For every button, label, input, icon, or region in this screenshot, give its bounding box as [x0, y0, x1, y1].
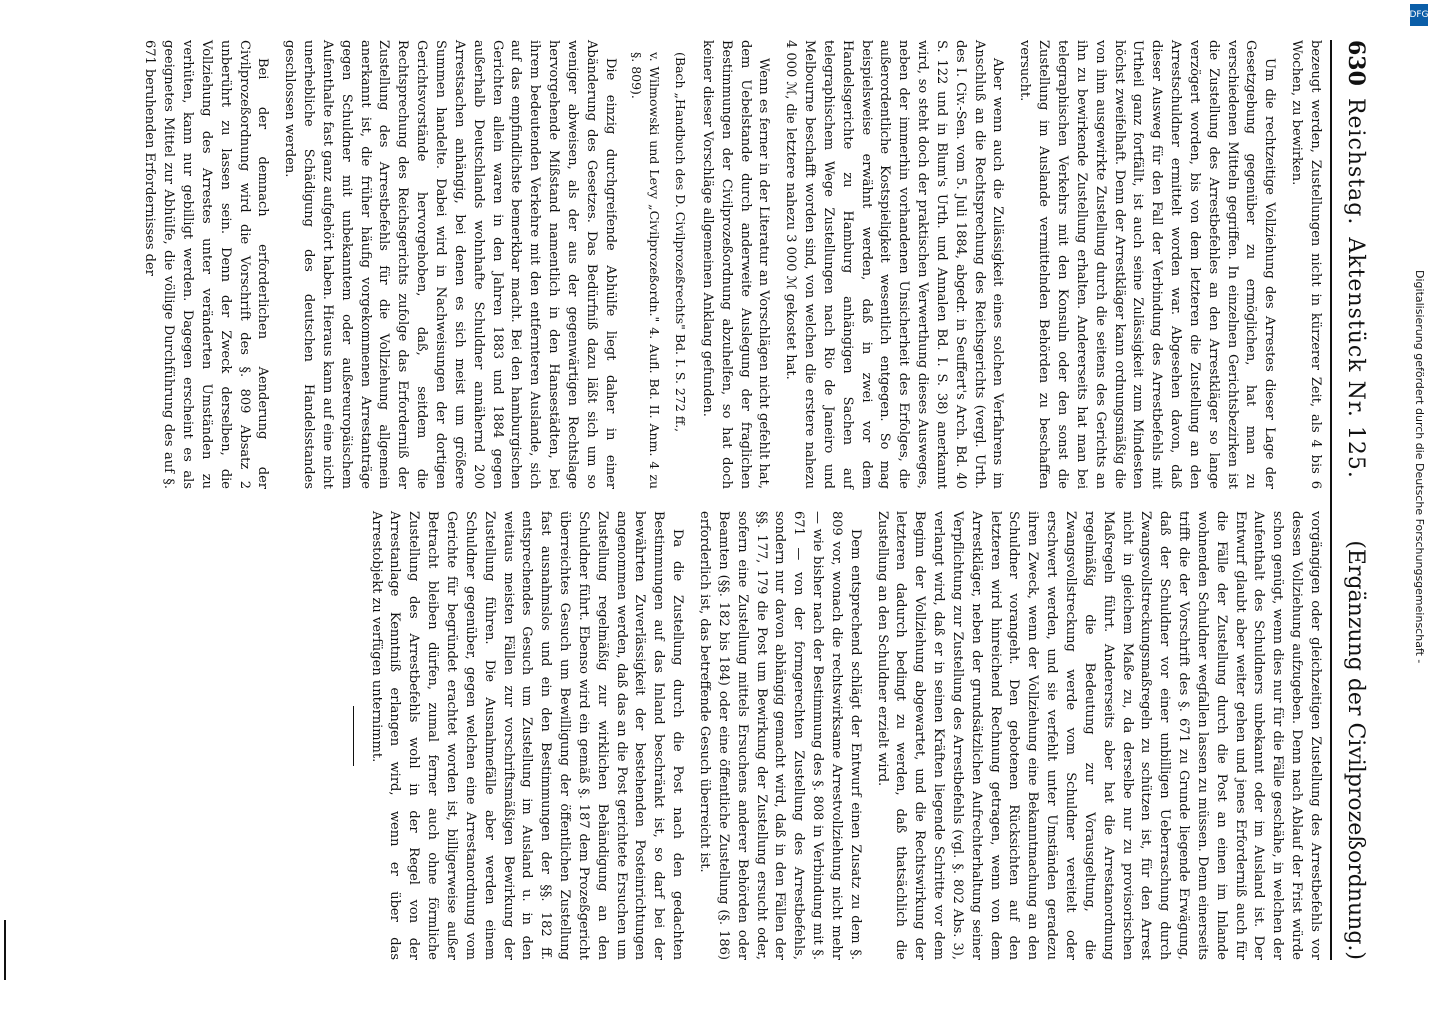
text-columns [140, 40, 1324, 960]
page-number: 630 [1343, 40, 1369, 86]
section-end-rule [353, 706, 354, 766]
dfg-badge: DFG [1410, 4, 1428, 26]
digitization-spine [1410, 270, 1430, 1010]
right-paragraph-2: Dem entsprechend schlägt der Entwurf einen Zusatz zu dem §. 809 vor, wonach die rechtswirksame Arrestvollziehung nicht mehr — wie bisher nach der Bestimmung des §. 808 in Verbindung mit §. 671 — von der formgerechten Zustellung des Arrestbefehls, sondern nur davon abhängig gemacht wird, daß in den Fällen der §§. 177, 179 die Post um Bewirkung der Zustellung ersucht oder, sofern eine Zustellung mittels Ersuchens anderer Behörden oder Beamten (§§. 182 bis 184) oder eine öffentliche Zustellung (§. 186) erforderlich ist, das betreffende Gesuch überreicht ist. [697, 511, 863, 960]
left-paragraph-4: Wenn es ferner in der Literatur an Vorschlägen nicht gefehlt hat, dem Uebelstande durch anderweite Auslegung der fraglichen Bestimmungen der Civilprozeßordnung abzuhelfen, so hat doch keiner dieser Vorschläge allgemeinen Anklang gefunden. [699, 40, 772, 489]
citation-2: v. Wilmowski und Levy „Civilprozeßordn." 4. Aufl. Bd. II. Anm. 4 zu §. 809). [628, 52, 662, 489]
edge-mark [4, 920, 6, 980]
right-paragraph-1: vorgängigen oder gleichzeitigen Zustellung des Arrestbefehls vor dessen Vollziehung aufzugeben. Denn nach Ablauf der Frist würde schon genügt, wenn dies nur für die Fälle geschähe, in welchen der Aufenthalt des Schuldners unbekannt oder im Ausland ist. Der Entwurf glaubt aber weiter gehen und jenes Erforderniß auch für die Fälle der Zustellung durch die Post an einen im Inlande wohnenden Schuldner wegfallen lassen zu müssen. Denn einerseits trifft die der Vorschrift des §. 671 zu Grunde liegende Erwägung, daß der Schuldner vor einer unbilligen Ueberraschung durch Zwangsvollstreckungsmaßregeln zu schützen ist, für den Arrest nicht in gleichem Maße zu, da derselbe nur zu provisorischen Maßregeln führt. Andererseits aber hat die Arrestanordnung regelmäßig die Bedeutung zur Vorausgeltung, die Zwangsvollstreckung werde vom Schuldner vereitelt oder erschwert werden, und sie verfehlt unter Umständen geradezu ihren Zweck, wenn der Vollziehung eine Bekanntmachung an den Schuldner vorangeht. Den gebotenen Rücksichten auf den letzteren wird hinreichend Rechnung getragen, wenn von dem Arrestkläger, neben der grundsätzlichen Aufrechterhaltung seiner Verpflichtung zur Zustellung des Arrestbefehls (vgl. §. 802 Abs. 3), verlangt wird, daß er in seinen Kräften liegende Schritte vor dem Beginn der Vollziehung abgewartet, und die Rechtswirkung der letzteren dadurch bedingt zu werden, daß thatsächlich die Zustellung an den Schuldner erzielt wird. [874, 511, 1323, 960]
citation-1: (Bach „Handbuch des D. Civilprozeßrechts" Bd. I. S. 272 ff., [673, 52, 688, 433]
left-paragraph-3: Aber wenn auch die Zulässigkeit eines solchen Verfahrens im Anschluß an die Rechtsprechung des Reichsgerichts (vergl. Urth. des I. Civ.-Sen. vom 5. Juli 1884, abgedr. in Seuffert's Arch. Bd. 40 S. 122 und in Blum's Urth. und Annalen Bd. I. S. 38) anerkannt wird, so steht doch der praktischen Verwerthung dieses Ausweges, neben der immerhin vorhandenen Unsicherheit des Erfolges, die außerordentliche Kostspieligkeit wesentlich entgegen. So mag beispielsweise erwähnt werden, daß in zwei vor dem Handelsgerichte zu Hamburg anhängigen Sachen auf telegraphischem Wege Zustellungen nach Rio de Janeiro und Melbourne beschafft worden sind, von welchen die erstere nahezu 4 000 ℳ, die letztere nahezu 3 000 ℳ gekostet hat. [783, 40, 1006, 489]
document-number: Aktenstück Nr. 125. [1343, 237, 1369, 479]
digitization-note: Digitalisierung gefördert durch die Deutsche Forschungsgemeinschaft - [1413, 270, 1427, 664]
left-paragraph-6: Bei der demnach erforderlichen Aenderung der Civilprozeßordnung wird die Vorschrift des §. 809 Absatz 2 unberührt zu lassen sein. Denn der Zweck derselben, die Vollziehung des Arrestes unter veränderten Umständen zu verhüten, kann nur gebilligt werden. Dagegen erscheint es als geeignetes Mittel zur Abhülfe, die völlige Durchführung des auf §. 671 beruhenden Erfordernisses der [142, 40, 271, 489]
header-title: Reichstag. [1343, 97, 1369, 226]
right-column [140, 511, 1324, 960]
left-column [140, 40, 1324, 489]
header-subject: (Ergänzung der Civilprozeßordnung.) [1343, 540, 1369, 960]
page-header [1336, 40, 1376, 960]
left-paragraph-5: Die einzig durchgreifende Abhülfe liegt daher in einer Abänderung des Gesetzes. Das Bedürfniß dazu läßt sich um so weniger abweisen, als der aus der gegenwärtigen Rechtslage hervorgehende Mißstand namentlich in den Hansestädten, bei ihrem bedeutenden Verkehre mit den entfernteren Auslande, sich auf das empfindlichste bemerkbar macht. Bei den hamburgischen Gerichten allein waren in den Jahren 1883 und 1884 gegen außerhalb Deutschlands wohnhafte Schuldner annähernd 200 Arrestsachen anhängig, bei denen es sich meist um größere Summen handelte. Dabei wird in Nachweisungen der dortigen Gerichtsvorstände hervorgehoben, daß, seitdem die Rechtsprechung des Reichsgerichts zufolge das Erforderniß der Zustellung des Arrestbefehls für die Vollziehung allgemein anerkannt ist, die früher häufig vorgekommenen Arrestanträge gegen Schuldner mit unbekanntem oder außereuropäischem Aufenthalte fast ganz aufgehört haben. Hieraus kann auf eine nicht unerhebliche Schädigung des deutschen Handelsstandes geschlossen werden. [282, 40, 618, 489]
right-paragraph-3: Da die Zustellung durch die Post nach den gedachten Bestimmungen auf das Inland beschränkt ist, so darf bei der bewährten Zuverlässigkeit der bestehenden Posteinrichtungen angenommen werden, daß das an die Post gerichtete Ersuchen um Zustellung regelmäßig zur wirklichen Behändigung an den Schuldner führt. Ebenso wird ein gemäß §. 187 dem Prozeßgericht überreichtes Gesuch um Bewilligung der öffentlichen Zustellung fast ausnahmslos und ein den Bestimmungen der §§. 182 ff. entsprechendes Gesuch um Zustellung im Ausland u. in den weitaus meisten Fällen zur vorschriftsmäßigen Bewirkung der Zustellung führen. Die Ausnahmefälle aber werden einem Schuldner gegenüber, gegen welchen eine Arrestanordnung vom Gerichte für begründet erachtet worden ist, billigerweise außer Betracht bleiben dürfen, zumal ferner auch ohne förmliche Zustellung des Arrestbefehls wohl in der Regel von der Arrestanlage Kenntniß erlangen wird, wenn er über das Arrestobjekt zu verfügen unternimmt. [368, 511, 686, 960]
header-rule [1330, 40, 1332, 960]
left-paragraph-2: Um die rechtzeitige Vollziehung des Arrestes dieser Lage der Gesetzgebung gegenüber zu ermöglichen, hat man zu verschiedenen Mitteln gegriffen. In einzelnen Gerichtsbezirken ist die Zustellung des Arrestbefehles an den Arrestkläger so lange verzögert worden, bis von dem letzteren die Zustellung an den Arrestschuldner ermittelt worden war. Abgesehen davon, daß dieser Ausweg für den Fall der Verbindung des Arrestbefehls mit Urtheil ganz fortfällt, ist auch seine Zulässigkeit zum Mindesten höchst zweifelhaft. Denn der Arrestkläger kann ordnungsmäßig die von ihm ausgewirkte Zustellung durch die seitens des Gerichts an ihn zu bewirkende Zustellung erhalten. Andererseits hat man bei telegraphischen Verkehrs mit den Konsuln oder den sonst die Zustellung im Auslande vermittelnden Behörden zu beschaffen versucht. [1017, 40, 1278, 489]
left-paragraph-1: bezeugt werden, Zustellungen nicht in kürzerer Zeit, als 4 bis 6 Wochen, zu bewirken. [1289, 40, 1323, 489]
